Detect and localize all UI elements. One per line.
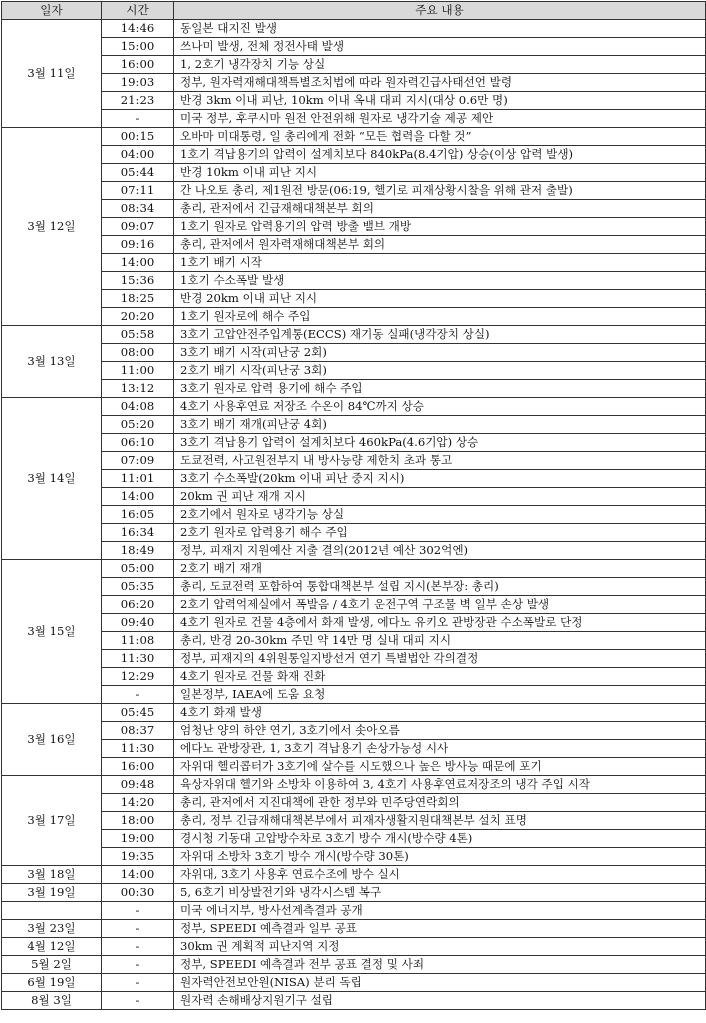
table-row [2,524,706,542]
date-cell [2,902,102,920]
table-row [2,146,706,164]
table-row [2,74,706,92]
content-cell: 원자력 손해배상지원기구 설립 [174,992,706,1010]
content-cell: 오바마 미대통령, 일 총리에게 전화 “모든 협력을 다할 것” [174,128,706,146]
table-row [2,596,706,614]
content-cell: 2호기에서 원자로 냉각기능 상실 [174,506,706,524]
header-content: 주요 내용 [174,2,706,20]
content-cell: 4호기 사용후연료 저장조 수온이 84℃까지 상승 [174,398,706,416]
content-cell: 3호기 배기 시작(피난궁 2회) [174,344,706,362]
content-cell: 원자력안전보안원(NISA) 분리 독립 [174,974,706,992]
table-row [2,578,706,596]
content-cell: 3호기 수소폭발(20km 이내 피난 중지 지시) [174,470,706,488]
table-row [2,794,706,812]
time-cell: 19:03 [102,74,174,92]
time-cell: 19:35 [102,848,174,866]
header-time: 시간 [102,2,174,20]
table-row [2,110,706,128]
content-cell: 일본정부, IAEA에 도움 요청 [174,686,706,704]
table-row [2,164,706,182]
time-cell: 14:20 [102,794,174,812]
table-row [2,416,706,434]
content-cell: 1호기 배기 시작 [174,254,706,272]
date-cell: 3월 11일 [2,20,102,128]
content-cell: 미국 정부, 후쿠시마 원전 안전위해 원자로 냉각기술 제공 제안 [174,110,706,128]
time-cell: 11:00 [102,362,174,380]
time-cell: 18:00 [102,812,174,830]
table-row [2,704,706,722]
table-row [2,56,706,74]
time-cell: 07:09 [102,452,174,470]
table-row [2,956,706,974]
content-cell: 총리, 관저에서 원자력재해대책본부 회의 [174,236,706,254]
table-row [2,686,706,704]
content-cell: 총리, 반경 20-30km 주민 약 14만 명 실내 대피 지시 [174,632,706,650]
date-cell: 4월 12일 [2,938,102,956]
time-cell: 04:08 [102,398,174,416]
table-row [2,344,706,362]
time-cell: 16:05 [102,506,174,524]
table-row [2,848,706,866]
time-cell: 07:11 [102,182,174,200]
content-cell: 미국 에너지부, 방사선계측결과 공개 [174,902,706,920]
content-cell: 30km 권 계획적 피난지역 지정 [174,938,706,956]
time-cell: 09:40 [102,614,174,632]
date-cell: 3월 23일 [2,920,102,938]
table-row [2,470,706,488]
table-row [2,218,706,236]
date-cell: 3월 18일 [2,866,102,884]
content-cell: 2호기 원자로 압력용기 해수 주입 [174,524,706,542]
time-cell: 16:34 [102,524,174,542]
content-cell: 2호기 압력억제실에서 폭발음 / 4호기 운전구역 구조물 벽 일부 손상 발생 [174,596,706,614]
time-cell: 11:30 [102,650,174,668]
table-row [2,830,706,848]
content-cell: 3호기 원자로 압력 용기에 해수 주입 [174,380,706,398]
time-cell: 14:46 [102,20,174,38]
table-row [2,614,706,632]
content-cell: 정부, 피재지 지원예산 지출 결의(2012년 예산 302억엔) [174,542,706,560]
time-cell: 06:20 [102,596,174,614]
table-row [2,668,706,686]
table-row [2,722,706,740]
table-row [2,812,706,830]
time-cell: 14:00 [102,866,174,884]
table-row [2,632,706,650]
content-cell: 총리, 관저에서 지진대책에 관한 정부와 민주당연락회의 [174,794,706,812]
content-cell: 반경 10km 이내 피난 지시 [174,164,706,182]
table-row [2,434,706,452]
time-cell: 05:35 [102,578,174,596]
time-cell: 09:07 [102,218,174,236]
content-cell: 3호기 고압안전주입계통(ECCS) 재기동 실패(냉각장치 상실) [174,326,706,344]
header-date: 일자 [2,2,102,20]
time-cell: 05:45 [102,704,174,722]
table-row [2,560,706,578]
time-cell: 04:00 [102,146,174,164]
content-cell: 1호기 격납용기의 압력이 설계치보다 840kPa(8.4기압) 상승(이상 압력 발생) [174,146,706,164]
time-cell: 05:20 [102,416,174,434]
content-cell: 육상자위대 헬기와 소방차 이용하여 3, 4호기 사용후연료저장조의 냉각 주입 시작 [174,776,706,794]
date-cell: 5월 2일 [2,956,102,974]
table-row [2,650,706,668]
table-row [2,380,706,398]
date-cell: 3월 13일 [2,326,102,398]
time-cell: 11:01 [102,470,174,488]
time-cell: - [102,974,174,992]
table-row [2,362,706,380]
table-row [2,938,706,956]
time-cell: - [102,992,174,1010]
time-cell: - [102,920,174,938]
time-cell: 21:23 [102,92,174,110]
time-cell: 19:00 [102,830,174,848]
content-cell: 반경 20km 이내 피난 지시 [174,290,706,308]
content-cell: 1호기 원자로 압력용기의 압력 방출 밸브 개방 [174,218,706,236]
time-cell: 20:20 [102,308,174,326]
time-cell: 13:12 [102,380,174,398]
table-row [2,776,706,794]
table-row [2,290,706,308]
content-cell: 자위대 소방차 3호기 방수 개시(방수량 30톤) [174,848,706,866]
table-row [2,740,706,758]
time-cell: 05:00 [102,560,174,578]
time-cell: 14:00 [102,488,174,506]
time-cell: 00:30 [102,884,174,902]
date-cell: 3월 17일 [2,776,102,866]
time-cell: 09:16 [102,236,174,254]
content-cell: 2호기 배기 재개 [174,560,706,578]
table-row [2,272,706,290]
date-cell: 3월 14일 [2,398,102,560]
table-row [2,38,706,56]
content-cell: 3호기 배기 재개(피난궁 4회) [174,416,706,434]
table-row [2,308,706,326]
content-cell: 도쿄전력, 사고원전부지 내 방사능량 제한치 초과 통고 [174,452,706,470]
content-cell: 5, 6호기 비상발전기와 냉각시스템 복구 [174,884,706,902]
date-cell: 3월 19일 [2,884,102,902]
table-row [2,182,706,200]
time-cell: 18:49 [102,542,174,560]
table-row [2,452,706,470]
time-cell: - [102,938,174,956]
time-cell: 12:29 [102,668,174,686]
time-cell: 05:58 [102,326,174,344]
date-cell: 6월 19일 [2,974,102,992]
content-cell: 쓰나미 발생, 전체 정전사태 발생 [174,38,706,56]
table-row [2,506,706,524]
date-cell: 3월 15일 [2,560,102,704]
table-row [2,758,706,776]
table-row [2,992,706,1010]
content-cell: 2호기 배기 시작(피난궁 3회) [174,362,706,380]
time-cell: - [102,686,174,704]
table-row [2,398,706,416]
content-cell: 정부, SPEEDI 예측결과 일부 공표 [174,920,706,938]
content-cell: 에다노 관방장관, 1, 3호기 격납용기 손상가능성 시사 [174,740,706,758]
time-cell: 16:00 [102,758,174,776]
table-row [2,200,706,218]
content-cell: 4호기 화재 발생 [174,704,706,722]
time-cell: 08:00 [102,344,174,362]
content-cell: 정부, 피재지의 4위원통일지방선거 연기 특별법안 각의결정 [174,650,706,668]
timeline-table-wrapper [1,1,706,1010]
time-cell: 18:25 [102,290,174,308]
content-cell: 간 나오토 총리, 제1원전 방문(06:19, 헬기로 피재상황시찰을 위해 관저 출발) [174,182,706,200]
table-row [2,902,706,920]
time-cell: 08:37 [102,722,174,740]
time-cell: 09:48 [102,776,174,794]
table-row [2,488,706,506]
table-row [2,236,706,254]
content-cell: 자위대 헬리콥터가 3호기에 살수를 시도했으나 높은 방사능 때문에 포기 [174,758,706,776]
time-cell: 14:00 [102,254,174,272]
content-cell: 1호기 수소폭발 발생 [174,272,706,290]
content-cell: 자위대, 3호기 사용후 연료수조에 방수 실시 [174,866,706,884]
content-cell: 3호기 격납용기 압력이 설계치보다 460kPa(4.6기압) 상승 [174,434,706,452]
date-cell: 3월 12일 [2,128,102,326]
table-row [2,92,706,110]
time-cell: - [102,902,174,920]
time-cell: 11:30 [102,740,174,758]
time-cell: 08:34 [102,200,174,218]
timeline-table [1,1,706,1010]
content-cell: 4호기 원자로 건물 4층에서 화재 발생, 에다노 유키오 관방장관 수소폭발로 단정 [174,614,706,632]
content-cell: 동일본 대지진 발생 [174,20,706,38]
table-row [2,326,706,344]
content-cell: 경시청 기동대 고압방수차로 3호기 방수 개시(방수량 4톤) [174,830,706,848]
content-cell: 4호기 원자로 건물 화재 진화 [174,668,706,686]
table-row [2,920,706,938]
content-cell: 총리, 도쿄전력 포함하여 통합대책본부 설립 지시(본부장: 총리) [174,578,706,596]
time-cell: 05:44 [102,164,174,182]
content-cell: 엄청난 양의 하얀 연기, 3호기에서 솟아오름 [174,722,706,740]
time-cell: - [102,110,174,128]
time-cell: 06:10 [102,434,174,452]
timeline-body [2,20,706,1010]
time-cell: 00:15 [102,128,174,146]
content-cell: 1호기 원자로에 해수 주입 [174,308,706,326]
content-cell: 총리, 관저에서 긴급재해대책본부 회의 [174,200,706,218]
content-cell: 1, 2호기 냉각장치 기능 상실 [174,56,706,74]
table-row [2,884,706,902]
time-cell: 16:00 [102,56,174,74]
table-row [2,254,706,272]
table-row [2,866,706,884]
content-cell: 정부, SPEEDI 예측결과 전부 공표 결정 및 사죄 [174,956,706,974]
time-cell: 15:36 [102,272,174,290]
time-cell: - [102,956,174,974]
table-row [2,20,706,38]
time-cell: 11:08 [102,632,174,650]
date-cell: 3월 16일 [2,704,102,776]
content-cell: 반경 3km 이내 피난, 10km 이내 옥내 대피 지시(대상 0.6만 명) [174,92,706,110]
time-cell: 15:00 [102,38,174,56]
header-row [2,2,706,20]
table-row [2,542,706,560]
content-cell: 정부, 원자력재해대책특별조치법에 따라 원자력긴급사태선언 발령 [174,74,706,92]
table-row [2,128,706,146]
table-row [2,974,706,992]
date-cell: 8월 3일 [2,992,102,1010]
content-cell: 총리, 정부 긴급재해대책본부에서 피재자생활지원대책본부 설치 표명 [174,812,706,830]
content-cell: 20km 권 피난 재개 지시 [174,488,706,506]
